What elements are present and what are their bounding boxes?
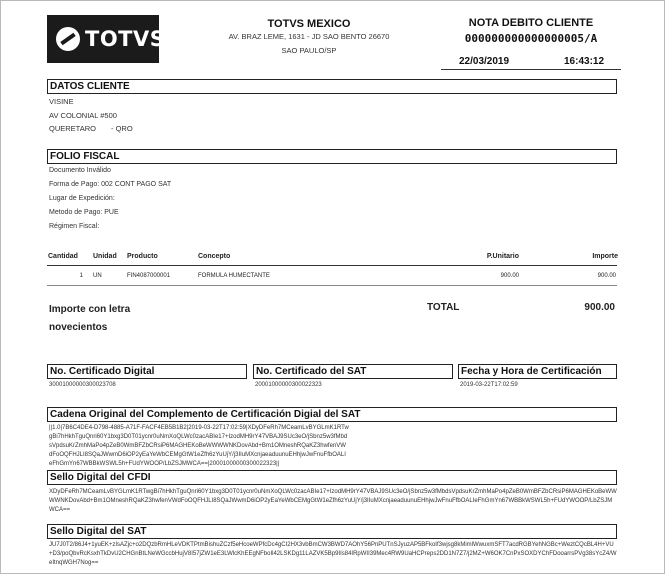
row-unit-price: 900.00 xyxy=(500,273,519,279)
cert-digital-value: 30001000000300023708 xyxy=(49,382,116,388)
company-name: TOTVS MEXICO xyxy=(267,18,351,30)
row-concept: FORMULA HUMECTANTE xyxy=(198,273,270,279)
row-product: FIN4087000001 xyxy=(127,273,171,279)
client-city: QUERETARO xyxy=(49,124,96,133)
col-header-unit: Unidad xyxy=(93,253,117,260)
col-header-unit-price: P.Unitario xyxy=(486,253,519,260)
row-amount: 900.00 xyxy=(597,273,616,279)
total-value: 900.00 xyxy=(584,302,615,313)
document-number: 000000000000000005/A xyxy=(464,32,598,45)
col-header-concept: Concepto xyxy=(198,253,231,260)
chain-text: ||1.0|7B6C4DE4-D798-4885-A71F-FACF4EB5B1B2|2019-03-22T17:02:59|XDyDFeRh7MCeamLvBYGLmK1RTwgBi7hHkhTguQnri60Y1bxg3D0T01ycnr0uNmXoQLWc0zacABIe17+IzodMH9rY47VBAJ9SUc3eO/jSbnz5w3fMbdsVpdsuKrZmhMaPo4pZeB0WmBFZbCRsiP6MAGHEKoBeWWWWNKDovAbd+Bm1OMneshRQaKZ3hwfenVWdFoOQFHJLI8SQaJWwmD6iOP2yEaYeWbCEMgGtW1eZfh6zYuUjY/j3IIuMXcnjaeaduunuEHhjwJwFnuFfbOALIeFhGmYn67WBBkWSWL5h+FUdYWOOP/LbZSJMWCA==|20001000000300022323|| xyxy=(49,425,349,467)
cert-digital-label: No. Certificado Digital xyxy=(47,364,247,379)
cfdi-seal-title: Sello Digital del CFDI xyxy=(47,470,617,485)
amount-words-label: Importe con letra xyxy=(49,304,131,315)
logo-text: TOTVS xyxy=(85,27,166,51)
payment-method: Metodo de Pago: PUE xyxy=(49,209,119,216)
document-date: 22/03/2019 xyxy=(459,56,510,67)
col-header-amount: Importe xyxy=(592,253,618,260)
chain-title: Cadena Original del Complemento de Certificación Digial del SAT xyxy=(47,407,617,422)
payment-form: Forma de Pago: 002 CONT PAGO SAT xyxy=(49,181,172,188)
cert-date-label: Fecha y Hora de Certificación xyxy=(458,364,617,379)
row-qty: 1 xyxy=(79,273,83,279)
cert-sat-label: No. Certificado del SAT xyxy=(253,364,453,379)
sat-seal-text: JU7J0T2/86J4+1yuEK+zIsAZjc+o2DQzbRmHLeVDKTPtmBishuZCzf5eHcoeWPfcDc4gCI2HX3vbBmCW3BWD7AOhY56PnPUTnSJyuzAP5BFkoIf3wjsg8kMimlWwuxmSFT7acdRGBYehNGBc+WeztCQcBL4H+VU+D3/poQbvRcKsxhTkDvU2CHGnBtLNeWGccbHujV8I57jZW1eE3LWlcKhEEgNFboIl42LSKDg11LAZVK5Bp9IIs84IRpWII39Mec4RW9UaHCPreps2DD1N7Z7/j2MZ+W6OK7CnPxSOXDYChFDooarrsPVg38sYcZ4/WeItnqWGH7Nog== xyxy=(49,542,617,566)
table-row-divider xyxy=(47,285,617,286)
company-city: SAO PAULO/SP xyxy=(281,46,337,55)
client-name: VISINE xyxy=(49,97,74,106)
cert-sat-value: 20001000000300022323 xyxy=(255,382,322,388)
totvs-logo xyxy=(47,15,166,63)
document-type: NOTA DEBITO CLIENTE xyxy=(468,17,594,29)
cfdi-seal-text: XDyDFeRh7MCeamLvBYGLmK1RTwgBi7hHkhTguQnri60Y1bxg3D0T01ycnr0uNmXoQLWc0zacABIe17+IzodMH9rY47VBAJ9SUc3eO/jSbnz5w3fMbdsVpdsuKrZmhMaPo4pZeB0WmBFZbCRsiP6MAGHEKoBeWWWWNKDovAbd+Bm1OMneshRQaKZ3hwfenVWdFoOQFHJLI8SQaJWwmD6iOP2yEaYeWbCEMgGtW1eZfh6zYuUjY/j3IIuMXcnjaeaduunuEHhjwJwFnuFfbOALIeFhGmYn67WBBkWSWL5h+FUdYWOOP/LbZSJMWCA== xyxy=(49,489,617,513)
client-state: - QRO xyxy=(111,124,133,133)
company-address: AV. BRAZ LEME, 1631 - JD SAO BENTO 26670 xyxy=(228,32,390,41)
cert-date-value: 2019-03-22T17:02:59 xyxy=(460,382,518,388)
table-header-divider xyxy=(47,265,617,266)
header-divider xyxy=(441,69,621,70)
totvs-logo-icon xyxy=(56,27,80,51)
sat-seal-title: Sello Digital del SAT xyxy=(47,524,617,539)
fiscal-section-title: FOLIO FISCAL xyxy=(47,149,617,164)
fiscal-status: Documento Inválido xyxy=(49,167,111,174)
row-unit: UN xyxy=(93,273,102,279)
tax-regime: Régimen Fiscal: xyxy=(49,223,100,230)
issue-place: Lugar de Expedición: xyxy=(49,195,115,202)
total-label: TOTAL xyxy=(427,302,460,313)
col-header-qty: Cantidad xyxy=(48,253,78,260)
col-header-product: Producto xyxy=(127,253,158,260)
amount-words-value: novecientos xyxy=(49,322,108,333)
document-time: 16:43:12 xyxy=(564,56,605,67)
client-section-title: DATOS CLIENTE xyxy=(47,79,617,94)
client-street: AV COLONIAL #500 xyxy=(49,111,117,120)
